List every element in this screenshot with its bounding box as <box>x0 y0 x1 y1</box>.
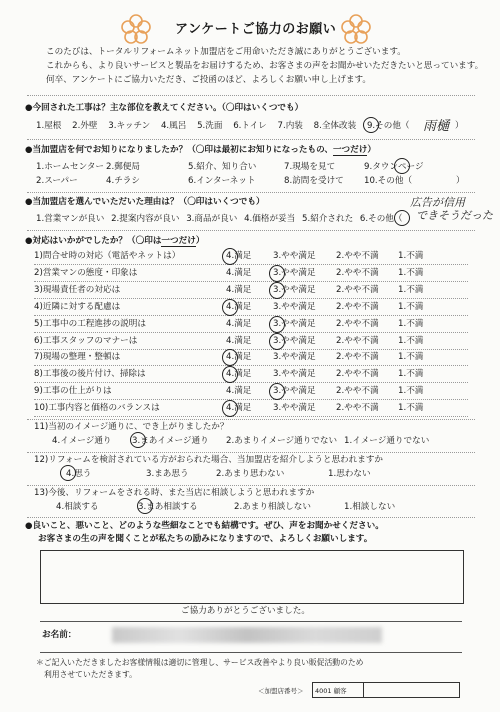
q11-option[interactable]: 2.あまりイメージ通りでない <box>226 436 338 446</box>
q4-option-2[interactable]: 2.やや不満 <box>336 251 379 261</box>
q1-option[interactable]: 3.キッチン <box>108 121 151 131</box>
privacy-note: ＊ご記入いただきましたお客様情報は適切に管理し、サービス改善やより良い販促活動のため <box>36 658 364 667</box>
q13-option[interactable]: 2.あまり相談しない <box>234 502 311 512</box>
comment-prompt: お客さまの生の声を聞くことが私たちの励みになりますので、よろしくお願いします。 <box>38 534 373 544</box>
q4-option-4[interactable]: 4.満足 <box>226 386 252 396</box>
q3-option[interactable]: 4.価格が妥当 <box>244 214 296 224</box>
q4-option-4[interactable]: 4.満足 <box>226 251 252 261</box>
q3-handwritten-answer: 広告が信用 できそうだった <box>410 196 493 222</box>
q4-option-1[interactable]: 1.不満 <box>398 319 424 329</box>
flower-icon <box>120 13 152 49</box>
q4-item-label: 5)工事中の工程進捗の説明は <box>34 319 146 329</box>
q4-selection-mark <box>222 400 238 417</box>
q12-options <box>66 469 371 480</box>
q4-option-3[interactable]: 3.やや満足 <box>273 251 316 261</box>
q4-option-4[interactable]: 4.満足 <box>226 285 252 295</box>
q4-option-1[interactable]: 1.不満 <box>398 285 424 295</box>
q4-option-1[interactable]: 1.不満 <box>398 251 424 261</box>
store-number-box <box>312 682 460 698</box>
q2-option[interactable]: 9.タウンページ <box>364 162 424 172</box>
comment-prompt: ●良いこと、悪いこと、どのような些細なことでも結構です。ぜひ、声をお聞かせください。 <box>25 521 384 531</box>
comment-box[interactable] <box>40 550 464 604</box>
q4-item-label: 2)営業マンの態度・印象は <box>34 268 138 278</box>
q12-option[interactable]: 4.思う <box>66 469 92 479</box>
q2-title: ●当加盟店を何でお知りになりましたか？（〇印は最初にお知りになったもの、一つだけ） <box>25 145 376 155</box>
q1-options <box>36 121 410 132</box>
q1-option[interactable]: 7.内装 <box>277 121 303 131</box>
q3-option[interactable]: 3.商品が良い <box>186 214 238 224</box>
q13-option[interactable]: 4.相談する <box>56 502 99 512</box>
q4-option-4[interactable]: 4.満足 <box>226 352 252 362</box>
q4-option-3[interactable]: 3.やや満足 <box>273 336 316 346</box>
store-number-value: 4001 顧客 <box>315 687 347 695</box>
q4-option-3[interactable]: 3.やや満足 <box>273 302 316 312</box>
q1-option[interactable]: 6.トイレ <box>233 121 267 131</box>
q1-title: ●今回された工事は？主な部位を教えてください。（〇印はいくつでも） <box>25 103 304 113</box>
q4-option-3[interactable]: 3.やや満足 <box>273 285 316 295</box>
q4-selection-mark <box>269 282 285 299</box>
intro-line: 何卒、アンケートにご協力いただき、ご投函のほど、よろしくお願い申し上げます。 <box>46 75 372 85</box>
q4-option-2[interactable]: 2.やや不満 <box>336 268 379 278</box>
q3-option[interactable]: 6.その他（ <box>359 214 403 224</box>
q1-option[interactable]: 4.風呂 <box>160 121 187 131</box>
q4-option-1[interactable]: 1.不満 <box>398 386 424 396</box>
q3-option[interactable]: 5.紹介された <box>302 214 354 224</box>
q11-option[interactable]: 1.イメージ通りでない <box>344 436 430 446</box>
q2-option[interactable]: 5.紹介、知り合い <box>188 162 257 172</box>
q11-option[interactable]: 3.まあイメージ通り <box>132 436 209 446</box>
q2-option[interactable]: 7.現場を見て <box>284 162 336 172</box>
q4-option-1[interactable]: 1.不満 <box>398 336 424 346</box>
flower-icon <box>340 13 372 49</box>
q12-option[interactable]: 3.まあ思う <box>146 469 189 479</box>
q4-option-4[interactable]: 4.満足 <box>226 319 252 329</box>
q4-option-2[interactable]: 2.やや不満 <box>336 285 379 295</box>
q11-options <box>52 436 429 447</box>
q3-option[interactable]: 1.営業マンが良い <box>36 214 105 224</box>
q4-item-label: 6)工事スタッフのマナーは <box>34 336 138 346</box>
q4-option-2[interactable]: 2.やや不満 <box>336 403 379 413</box>
intro-line: このたびは、トータルリフォームネット加盟店をご用命いただき誠にありがとうございます。 <box>46 47 406 57</box>
q1-option[interactable]: 8.全体改装 <box>313 121 357 131</box>
q4-option-2[interactable]: 2.やや不満 <box>336 336 379 346</box>
q4-item-label: 1)問合せ時の対応（電話やネットは） <box>34 251 181 261</box>
q1-option[interactable]: 1.屋根 <box>36 121 62 131</box>
q4-selection-mark <box>222 349 238 366</box>
q4-selection-mark <box>222 248 238 265</box>
q3-options <box>36 214 402 225</box>
q4-selection-mark <box>269 316 285 333</box>
q4-option-2[interactable]: 2.やや不満 <box>336 369 379 379</box>
q4-item-label: 3)現場責任者の対応は <box>34 285 121 295</box>
q13-option[interactable]: 1.相談しない <box>344 502 396 512</box>
q2-option[interactable]: 2.スーパー <box>36 176 78 186</box>
q3-option[interactable]: 2.提案内容が良い <box>111 214 180 224</box>
q3-title: ●当加盟店を選んでいただいた理由は？（〇印はいくつでも） <box>25 197 265 207</box>
q4-option-1[interactable]: 1.不満 <box>398 302 424 312</box>
q2-option[interactable]: 2.郵便局 <box>106 162 140 172</box>
q2-options-row2 <box>36 176 412 187</box>
privacy-note: 利用させていただきます。 <box>44 670 137 679</box>
q4-option-4[interactable]: 4.満足 <box>226 369 252 379</box>
q1-handwritten-answer: 雨樋 <box>423 119 450 134</box>
q2-options-row1 <box>36 162 424 173</box>
q4-option-1[interactable]: 1.不満 <box>398 403 424 413</box>
q4-item-label: 9)工事の仕上がりは <box>34 386 112 396</box>
q12-option[interactable]: 2.あまり思わない <box>216 469 285 479</box>
q4-option-3[interactable]: 3.やや満足 <box>273 352 316 362</box>
q12-title: 12)リフォームを検討されている方がおられた場合、当加盟店を紹介しようと思われますか <box>34 455 384 465</box>
q4-option-2[interactable]: 2.やや不満 <box>336 302 379 312</box>
q4-option-3[interactable]: 3.やや満足 <box>273 403 316 413</box>
q2-option[interactable]: 8.訪問を受けて <box>284 176 344 186</box>
q4-title: ●対応はいかがでしたか？（〇印は一つだけ） <box>25 236 205 246</box>
q4-selection-mark <box>269 333 285 350</box>
q11-option[interactable]: 4.イメージ通り <box>52 436 112 446</box>
q4-selection-mark <box>269 383 285 400</box>
thanks-text: ご協力ありがとうございました。 <box>181 606 310 616</box>
q4-item-label: 4)近隣に対する配慮は <box>34 302 121 312</box>
q4-item-label: 7)現場の整理・整頓は <box>34 352 121 362</box>
q4-selection-mark <box>222 299 238 316</box>
page-title: アンケートご協力のお願い <box>175 22 337 37</box>
q13-title: 13)今後、リフォームをされる時、また当店に相談しようと思われますか <box>34 488 315 498</box>
q11-title: 11)当初のイメージ通りに、でき上がりましたか？ <box>34 422 229 432</box>
q4-selection-mark <box>222 366 238 383</box>
q1-option[interactable]: 9.その他（ <box>366 121 410 131</box>
q4-option-2[interactable]: 2.やや不満 <box>336 386 379 396</box>
q4-selection-mark <box>269 265 285 282</box>
q4-option-1[interactable]: 1.不満 <box>398 352 424 362</box>
q2-option[interactable]: 6.インターネット <box>188 176 256 186</box>
q13-option[interactable]: 3.まあ相談する <box>138 502 198 512</box>
intro-line: これからも、より良いサービスと製品をお届けするため、お客さまの声をお聞かせいただきたいと思っています。 <box>46 61 484 71</box>
q2-option[interactable]: 10.その他（ <box>364 176 413 186</box>
q4-option-3[interactable]: 3.やや満足 <box>273 268 316 278</box>
q4-option-3[interactable]: 3.やや満足 <box>273 319 316 329</box>
q2-option[interactable]: 4.チラシ <box>106 176 140 186</box>
q4-option-2[interactable]: 2.やや不満 <box>336 319 379 329</box>
q4-option-4[interactable]: 4.満足 <box>226 403 252 413</box>
name-field[interactable] <box>112 627 382 643</box>
q4-option-4[interactable]: 4.満足 <box>226 268 252 278</box>
q4-option-1[interactable]: 1.不満 <box>398 268 424 278</box>
q4-option-4[interactable]: 4.満足 <box>226 302 252 312</box>
q4-item-label: 8)工事後の後片付け、掃除は <box>34 369 146 379</box>
q4-option-3[interactable]: 3.やや満足 <box>273 369 316 379</box>
q4-option-4[interactable]: 4.満足 <box>226 336 252 346</box>
name-label: お名前： <box>42 630 77 640</box>
q2-option[interactable]: 1.ホームセンター <box>36 162 105 172</box>
q4-option-3[interactable]: 3.やや満足 <box>273 386 316 396</box>
q4-option-2[interactable]: 2.やや不満 <box>336 352 379 362</box>
q1-option[interactable]: 2.外壁 <box>72 121 98 131</box>
q1-option[interactable]: 5.洗面 <box>197 121 223 131</box>
q13-options <box>56 502 395 513</box>
store-number-label: ＜加盟店番号＞ <box>258 687 304 695</box>
q4-option-1[interactable]: 1.不満 <box>398 369 424 379</box>
q4-item-label: 10)工事内容と価格のバランスは <box>34 403 160 413</box>
q12-option[interactable]: 1.思わない <box>328 469 371 479</box>
